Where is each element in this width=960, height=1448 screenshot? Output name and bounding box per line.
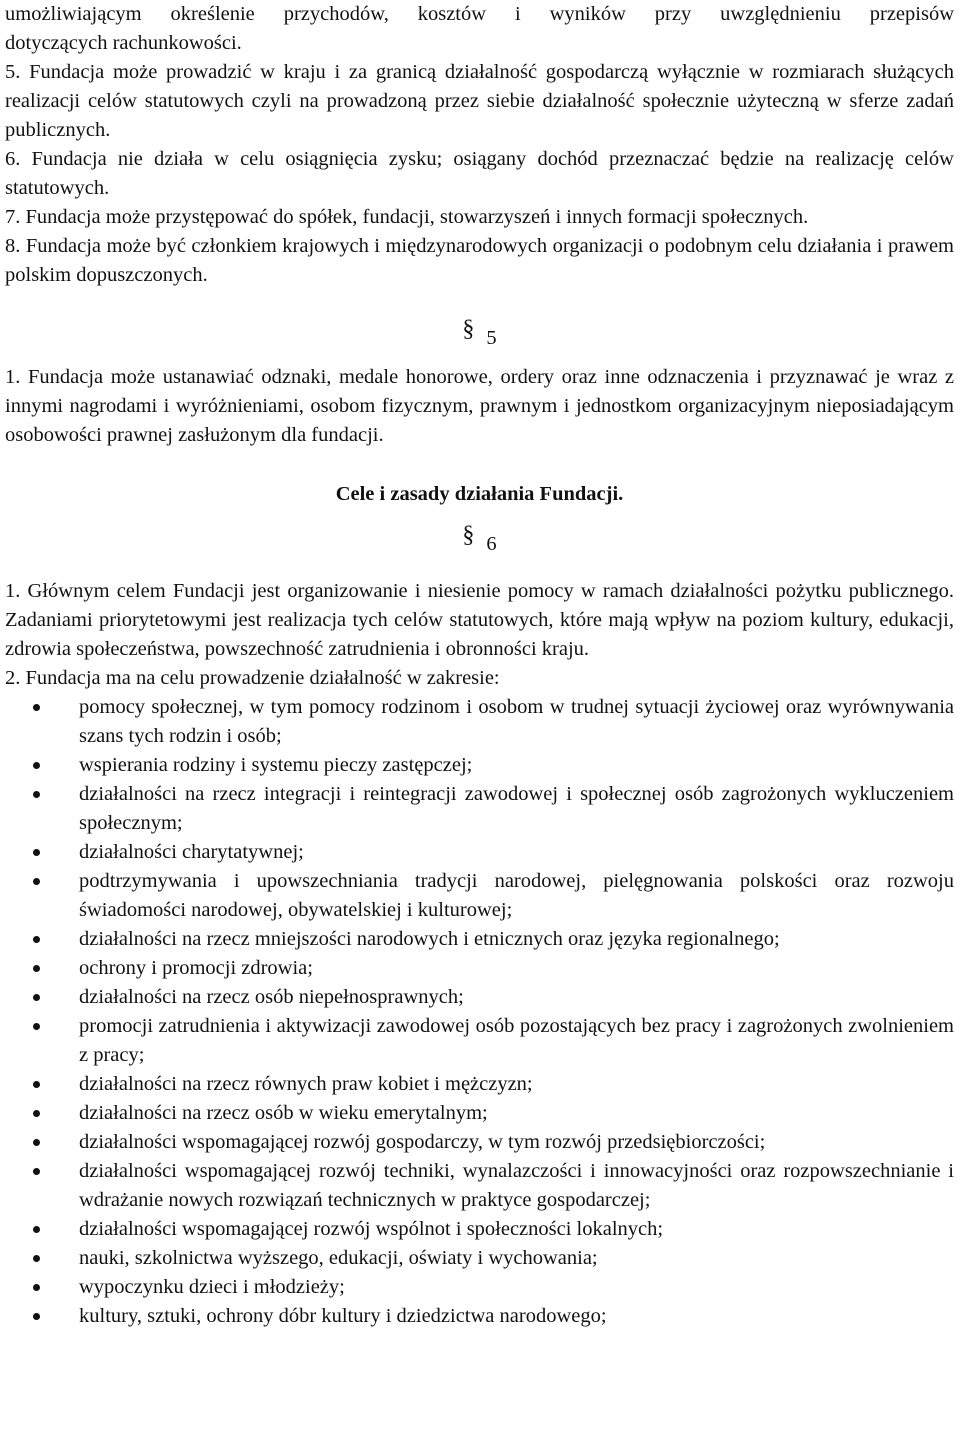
bullet-icon — [33, 1255, 40, 1262]
section-number: 6 — [486, 533, 497, 555]
section-6-marker — [5, 517, 954, 569]
list-item: wspierania rodziny i systemu pieczy zastępczej; — [5, 751, 954, 780]
list-item: działalności na rzecz osób w wieku emerytalnym; — [5, 1099, 954, 1128]
activity-list — [5, 693, 954, 1331]
bullet-icon — [33, 965, 40, 972]
section-6-paragraph-1: 1. Głównym celem Fundacji jest organizowanie i niesienie pomocy w ramach działalności pożytku publicznego. Zadaniami priorytetowymi jest realizacja tych celów statutowych, które mają wpływ na poziom kultury, edukacji, zdrowia społeczeństwa, powszechność zatrudnienia i obronności kraju. — [5, 580, 954, 660]
list-item: działalności na rzecz równych praw kobiet i mężczyzn; — [5, 1070, 954, 1099]
list-item: działalności wspomagającej rozwój techniki, wynalazczości i innowacyjności oraz rozpowszechnianie i wdrażanie nowych rozwiązań technicznych w praktyce gospodarczej; — [5, 1157, 954, 1215]
list-item: działalności charytatywnej; — [5, 838, 954, 867]
point-7: 7. Fundacja może przystępować do spółek, fundacji, stowarzyszeń i innych formacji społecznych. — [5, 206, 809, 228]
list-item: działalności wspomagającej rozwój wspólnot i społeczności lokalnych; — [5, 1215, 954, 1244]
section-6-paragraph-2: 2. Fundacja ma na celu prowadzenie działalność w zakresie: — [5, 667, 500, 689]
bullet-icon — [33, 994, 40, 1001]
section-symbol: § — [462, 522, 475, 548]
bullet-icon — [33, 936, 40, 943]
list-item: pomocy społecznej, w tym pomocy rodzinom i osobom w trudnej sytuacji życiowej oraz wyrównywania szans tych rodzin i osób; — [5, 693, 954, 751]
list-item: kultury, sztuki, ochrony dóbr kultury i dziedzictwa narodowego; — [5, 1302, 954, 1331]
bullet-icon — [33, 1284, 40, 1291]
list-item: promocji zatrudnienia i aktywizacji zawodowej osób pozostających bez pracy i zagrożonych zwolnieniem z pracy; — [5, 1012, 954, 1070]
bullet-icon — [33, 1023, 40, 1030]
section-heading: Cele i zasady działania Fundacji. — [335, 483, 624, 505]
bullet-icon — [33, 878, 40, 885]
bullet-icon — [33, 1226, 40, 1233]
bullet-icon — [33, 1168, 40, 1175]
bullet-icon — [33, 704, 40, 711]
bullet-icon — [33, 849, 40, 856]
bullet-icon — [33, 791, 40, 798]
bullet-icon — [33, 762, 40, 769]
section-5-marker — [5, 311, 954, 363]
list-item: działalności na rzecz integracji i reintegracji zawodowej i społecznej osób zagrożonych wykluczeniem społecznym; — [5, 780, 954, 838]
list-item: wypoczynku dzieci i młodzieży; — [5, 1273, 954, 1302]
intro-line-1: umożliwiającym określenie przychodów, kosztów i wyników przy uwzględnieniu przepisów — [5, 3, 954, 25]
bullet-icon — [33, 1081, 40, 1088]
intro-line-2: dotyczących rachunkowości. — [5, 32, 242, 54]
section-5-text: 1. Fundacja może ustanawiać odznaki, medale honorowe, ordery oraz inne odznaczenia i przyznawać je wraz z innymi nagrodami i wyróżnieniami, osobom fizycznym, prawnym i jednostkom organizacyjnym nieposiadającym osobowości prawnej zasłużonym dla fundacji. — [5, 366, 954, 446]
list-item: podtrzymywania i upowszechniania tradycji narodowej, pielęgnowania polskości oraz rozwoju świadomości narodowej, obywatelskiej i kulturowej; — [5, 867, 954, 925]
point-6: 6. Fundacja nie działa w celu osiągnięcia zysku; osiągany dochód przeznaczać będzie na realizację celów statutowych. — [5, 148, 954, 199]
bullet-icon — [33, 1110, 40, 1117]
bullet-icon — [33, 1139, 40, 1146]
point-5: 5. Fundacja może prowadzić w kraju i za granicą działalność gospodarczą wyłącznie w rozmiarach służących realizacji celów statutowych czyli na prowadzoną przez siebie działalność społecznie użyteczną w sferze zadań publicznych. — [5, 61, 954, 141]
bullet-icon — [33, 1313, 40, 1320]
section-number: 5 — [486, 327, 497, 349]
list-item: ochrony i promocji zdrowia; — [5, 954, 954, 983]
section-symbol: § — [462, 316, 475, 342]
list-item: nauki, szkolnictwa wyższego, edukacji, oświaty i wychowania; — [5, 1244, 954, 1273]
list-item: działalności na rzecz mniejszości narodowych i etnicznych oraz języka regionalnego; — [5, 925, 954, 954]
list-item: działalności na rzecz osób niepełnosprawnych; — [5, 983, 954, 1012]
list-item: działalności wspomagającej rozwój gospodarczy, w tym rozwój przedsiębiorczości; — [5, 1128, 954, 1157]
point-8: 8. Fundacja może być członkiem krajowych i międzynarodowych organizacji o podobnym celu działania i prawem polskim dopuszczonych. — [5, 235, 954, 286]
